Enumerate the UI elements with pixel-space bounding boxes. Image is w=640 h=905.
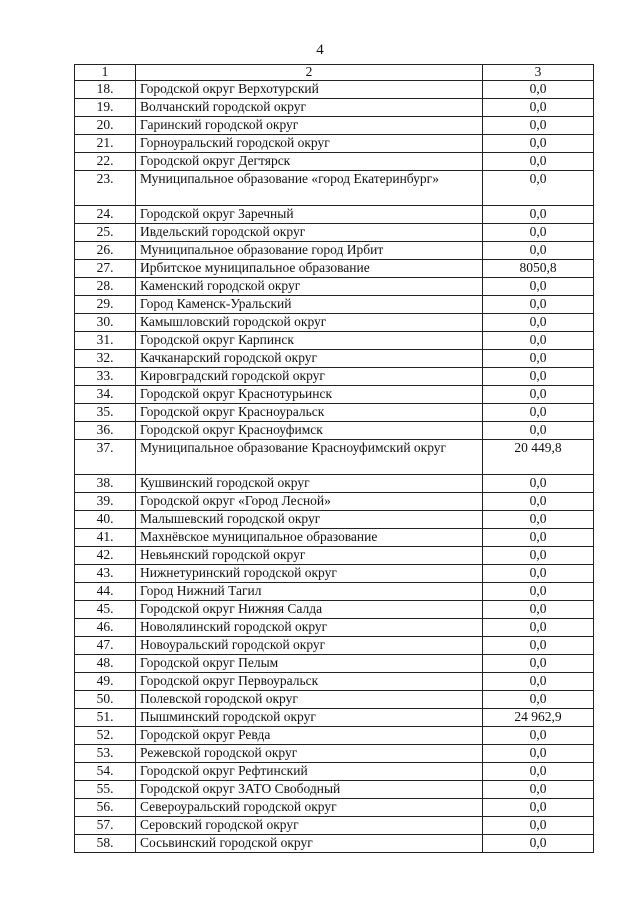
amount-value: 0,0 <box>483 386 594 404</box>
amount-value: 0,0 <box>483 817 594 835</box>
table-row <box>75 171 594 206</box>
municipality-name: Волчанский городской округ <box>136 99 483 117</box>
municipality-name: Городской округ Нижняя Салда <box>136 601 483 619</box>
municipality-name: Городской округ Дегтярск <box>136 153 483 171</box>
municipality-name: Махнёвское муниципальное образование <box>136 529 483 547</box>
amount-value: 20 449,8 <box>483 440 594 475</box>
row-number: 58. <box>75 835 136 853</box>
municipality-name: Муниципальное образование «город Екатеринбург» <box>136 171 483 206</box>
row-number: 28. <box>75 278 136 296</box>
row-number: 40. <box>75 511 136 529</box>
table-body <box>75 65 594 853</box>
row-number: 27. <box>75 260 136 278</box>
amount-value: 0,0 <box>483 799 594 817</box>
table-row <box>75 440 594 475</box>
municipality-name: Качканарский городской округ <box>136 350 483 368</box>
amount-value: 0,0 <box>483 583 594 601</box>
row-number: 55. <box>75 781 136 799</box>
table-row <box>75 422 594 440</box>
amount-value: 0,0 <box>483 153 594 171</box>
table-row <box>75 763 594 781</box>
amount-value: 0,0 <box>483 763 594 781</box>
table-row <box>75 278 594 296</box>
municipality-name: Городской округ «Город Лесной» <box>136 493 483 511</box>
table-row <box>75 835 594 853</box>
table-row <box>75 206 594 224</box>
amount-value: 0,0 <box>483 529 594 547</box>
row-number: 21. <box>75 135 136 153</box>
row-number: 51. <box>75 709 136 727</box>
row-number: 48. <box>75 655 136 673</box>
row-number: 39. <box>75 493 136 511</box>
amount-value: 0,0 <box>483 655 594 673</box>
amount-value: 0,0 <box>483 206 594 224</box>
municipality-name: Полевской городской округ <box>136 691 483 709</box>
row-number: 35. <box>75 404 136 422</box>
municipality-name: Город Нижний Тагил <box>136 583 483 601</box>
municipality-name: Городской округ ЗАТО Свободный <box>136 781 483 799</box>
table-header-row <box>75 65 594 81</box>
row-number: 44. <box>75 583 136 601</box>
amount-value: 0,0 <box>483 511 594 529</box>
row-number: 54. <box>75 763 136 781</box>
row-number: 18. <box>75 81 136 99</box>
table-row <box>75 332 594 350</box>
municipality-name: Камышловский городской округ <box>136 314 483 332</box>
table-row <box>75 781 594 799</box>
header-col-3: 3 <box>483 65 594 81</box>
row-number: 41. <box>75 529 136 547</box>
amount-value: 0,0 <box>483 278 594 296</box>
row-number: 34. <box>75 386 136 404</box>
amount-value: 0,0 <box>483 332 594 350</box>
table-row <box>75 511 594 529</box>
row-number: 56. <box>75 799 136 817</box>
municipality-name: Муниципальное образование Красноуфимский округ <box>136 440 483 475</box>
municipality-name: Кировградский городской округ <box>136 368 483 386</box>
municipality-name: Новоуральский городской округ <box>136 637 483 655</box>
municipality-name: Городской округ Пелым <box>136 655 483 673</box>
municipality-name: Городской округ Ревда <box>136 727 483 745</box>
row-number: 29. <box>75 296 136 314</box>
table-row <box>75 799 594 817</box>
row-number: 45. <box>75 601 136 619</box>
table-row <box>75 153 594 171</box>
row-number: 26. <box>75 242 136 260</box>
amount-value: 0,0 <box>483 475 594 493</box>
municipality-name: Городской округ Заречный <box>136 206 483 224</box>
municipality-name: Невьянский городской округ <box>136 547 483 565</box>
amount-value: 0,0 <box>483 493 594 511</box>
amount-value: 0,0 <box>483 673 594 691</box>
amount-value: 0,0 <box>483 781 594 799</box>
municipality-name: Городской округ Карпинск <box>136 332 483 350</box>
table-row <box>75 99 594 117</box>
table-row <box>75 386 594 404</box>
table-row <box>75 547 594 565</box>
municipality-name: Горноуральский городской округ <box>136 135 483 153</box>
row-number: 46. <box>75 619 136 637</box>
table-row <box>75 655 594 673</box>
table-row <box>75 224 594 242</box>
municipality-name: Городской округ Рефтинский <box>136 763 483 781</box>
amount-value: 0,0 <box>483 835 594 853</box>
row-number: 31. <box>75 332 136 350</box>
table-row <box>75 691 594 709</box>
municipality-name: Гаринский городской округ <box>136 117 483 135</box>
amount-value: 0,0 <box>483 565 594 583</box>
row-number: 32. <box>75 350 136 368</box>
row-number: 53. <box>75 745 136 763</box>
municipality-name: Городской округ Красноуральск <box>136 404 483 422</box>
row-number: 22. <box>75 153 136 171</box>
row-number: 36. <box>75 422 136 440</box>
table-row <box>75 350 594 368</box>
table-row <box>75 314 594 332</box>
table-row <box>75 745 594 763</box>
row-number: 33. <box>75 368 136 386</box>
row-number: 42. <box>75 547 136 565</box>
table-row <box>75 601 594 619</box>
municipality-name: Ирбитское муниципальное образование <box>136 260 483 278</box>
table-row <box>75 242 594 260</box>
municipality-name: Город Каменск-Уральский <box>136 296 483 314</box>
municipality-name: Каменский городской округ <box>136 278 483 296</box>
municipality-name: Режевской городской округ <box>136 745 483 763</box>
row-number: 38. <box>75 475 136 493</box>
table-row <box>75 296 594 314</box>
table-row <box>75 619 594 637</box>
amount-value: 0,0 <box>483 224 594 242</box>
row-number: 19. <box>75 99 136 117</box>
municipality-name: Североуральский городской округ <box>136 799 483 817</box>
municipality-name: Новолялинский городской округ <box>136 619 483 637</box>
amount-value: 0,0 <box>483 296 594 314</box>
header-col-1: 1 <box>75 65 136 81</box>
table-row <box>75 637 594 655</box>
row-number: 20. <box>75 117 136 135</box>
amount-value: 0,0 <box>483 691 594 709</box>
amount-value: 0,0 <box>483 637 594 655</box>
municipality-name: Серовский городской округ <box>136 817 483 835</box>
amount-value: 0,0 <box>483 117 594 135</box>
table-row <box>75 368 594 386</box>
table-row <box>75 673 594 691</box>
header-col-2: 2 <box>136 65 483 81</box>
row-number: 24. <box>75 206 136 224</box>
amount-value: 0,0 <box>483 745 594 763</box>
amount-value: 0,0 <box>483 619 594 637</box>
amount-value: 0,0 <box>483 422 594 440</box>
table-row <box>75 404 594 422</box>
row-number: 30. <box>75 314 136 332</box>
municipality-name: Городской округ Первоуральск <box>136 673 483 691</box>
page-number: 4 <box>316 42 324 58</box>
municipality-name: Городской округ Красноуфимск <box>136 422 483 440</box>
municipality-name: Пышминский городской округ <box>136 709 483 727</box>
municipality-name: Малышевский городской округ <box>136 511 483 529</box>
row-number: 50. <box>75 691 136 709</box>
table-row <box>75 727 594 745</box>
table-row <box>75 817 594 835</box>
row-number: 25. <box>75 224 136 242</box>
amount-value: 0,0 <box>483 171 594 206</box>
amount-value: 0,0 <box>483 242 594 260</box>
row-number: 47. <box>75 637 136 655</box>
amount-value: 24 962,9 <box>483 709 594 727</box>
municipality-name: Городской округ Верхотурский <box>136 81 483 99</box>
table-row <box>75 81 594 99</box>
amount-value: 0,0 <box>483 368 594 386</box>
municipality-name: Муниципальное образование город Ирбит <box>136 242 483 260</box>
amount-value: 0,0 <box>483 135 594 153</box>
row-number: 49. <box>75 673 136 691</box>
amount-value: 0,0 <box>483 727 594 745</box>
table-row <box>75 493 594 511</box>
row-number: 57. <box>75 817 136 835</box>
table-row <box>75 709 594 727</box>
amount-value: 0,0 <box>483 81 594 99</box>
municipality-name: Сосьвинский городской округ <box>136 835 483 853</box>
amount-value: 0,0 <box>483 547 594 565</box>
table-row <box>75 475 594 493</box>
municipality-name: Ивдельский городской округ <box>136 224 483 242</box>
table-row <box>75 583 594 601</box>
municipality-name: Городской округ Краснотурьинск <box>136 386 483 404</box>
row-number: 37. <box>75 440 136 475</box>
table-row <box>75 135 594 153</box>
row-number: 23. <box>75 171 136 206</box>
amount-value: 8050,8 <box>483 260 594 278</box>
municipality-name: Кушвинский городской округ <box>136 475 483 493</box>
amount-value: 0,0 <box>483 404 594 422</box>
amount-value: 0,0 <box>483 314 594 332</box>
amount-value: 0,0 <box>483 350 594 368</box>
table-row <box>75 565 594 583</box>
municipal-table <box>74 64 594 853</box>
row-number: 43. <box>75 565 136 583</box>
table-row <box>75 117 594 135</box>
table-row <box>75 260 594 278</box>
row-number: 52. <box>75 727 136 745</box>
amount-value: 0,0 <box>483 601 594 619</box>
municipality-name: Нижнетуринский городской округ <box>136 565 483 583</box>
table-row <box>75 529 594 547</box>
amount-value: 0,0 <box>483 99 594 117</box>
